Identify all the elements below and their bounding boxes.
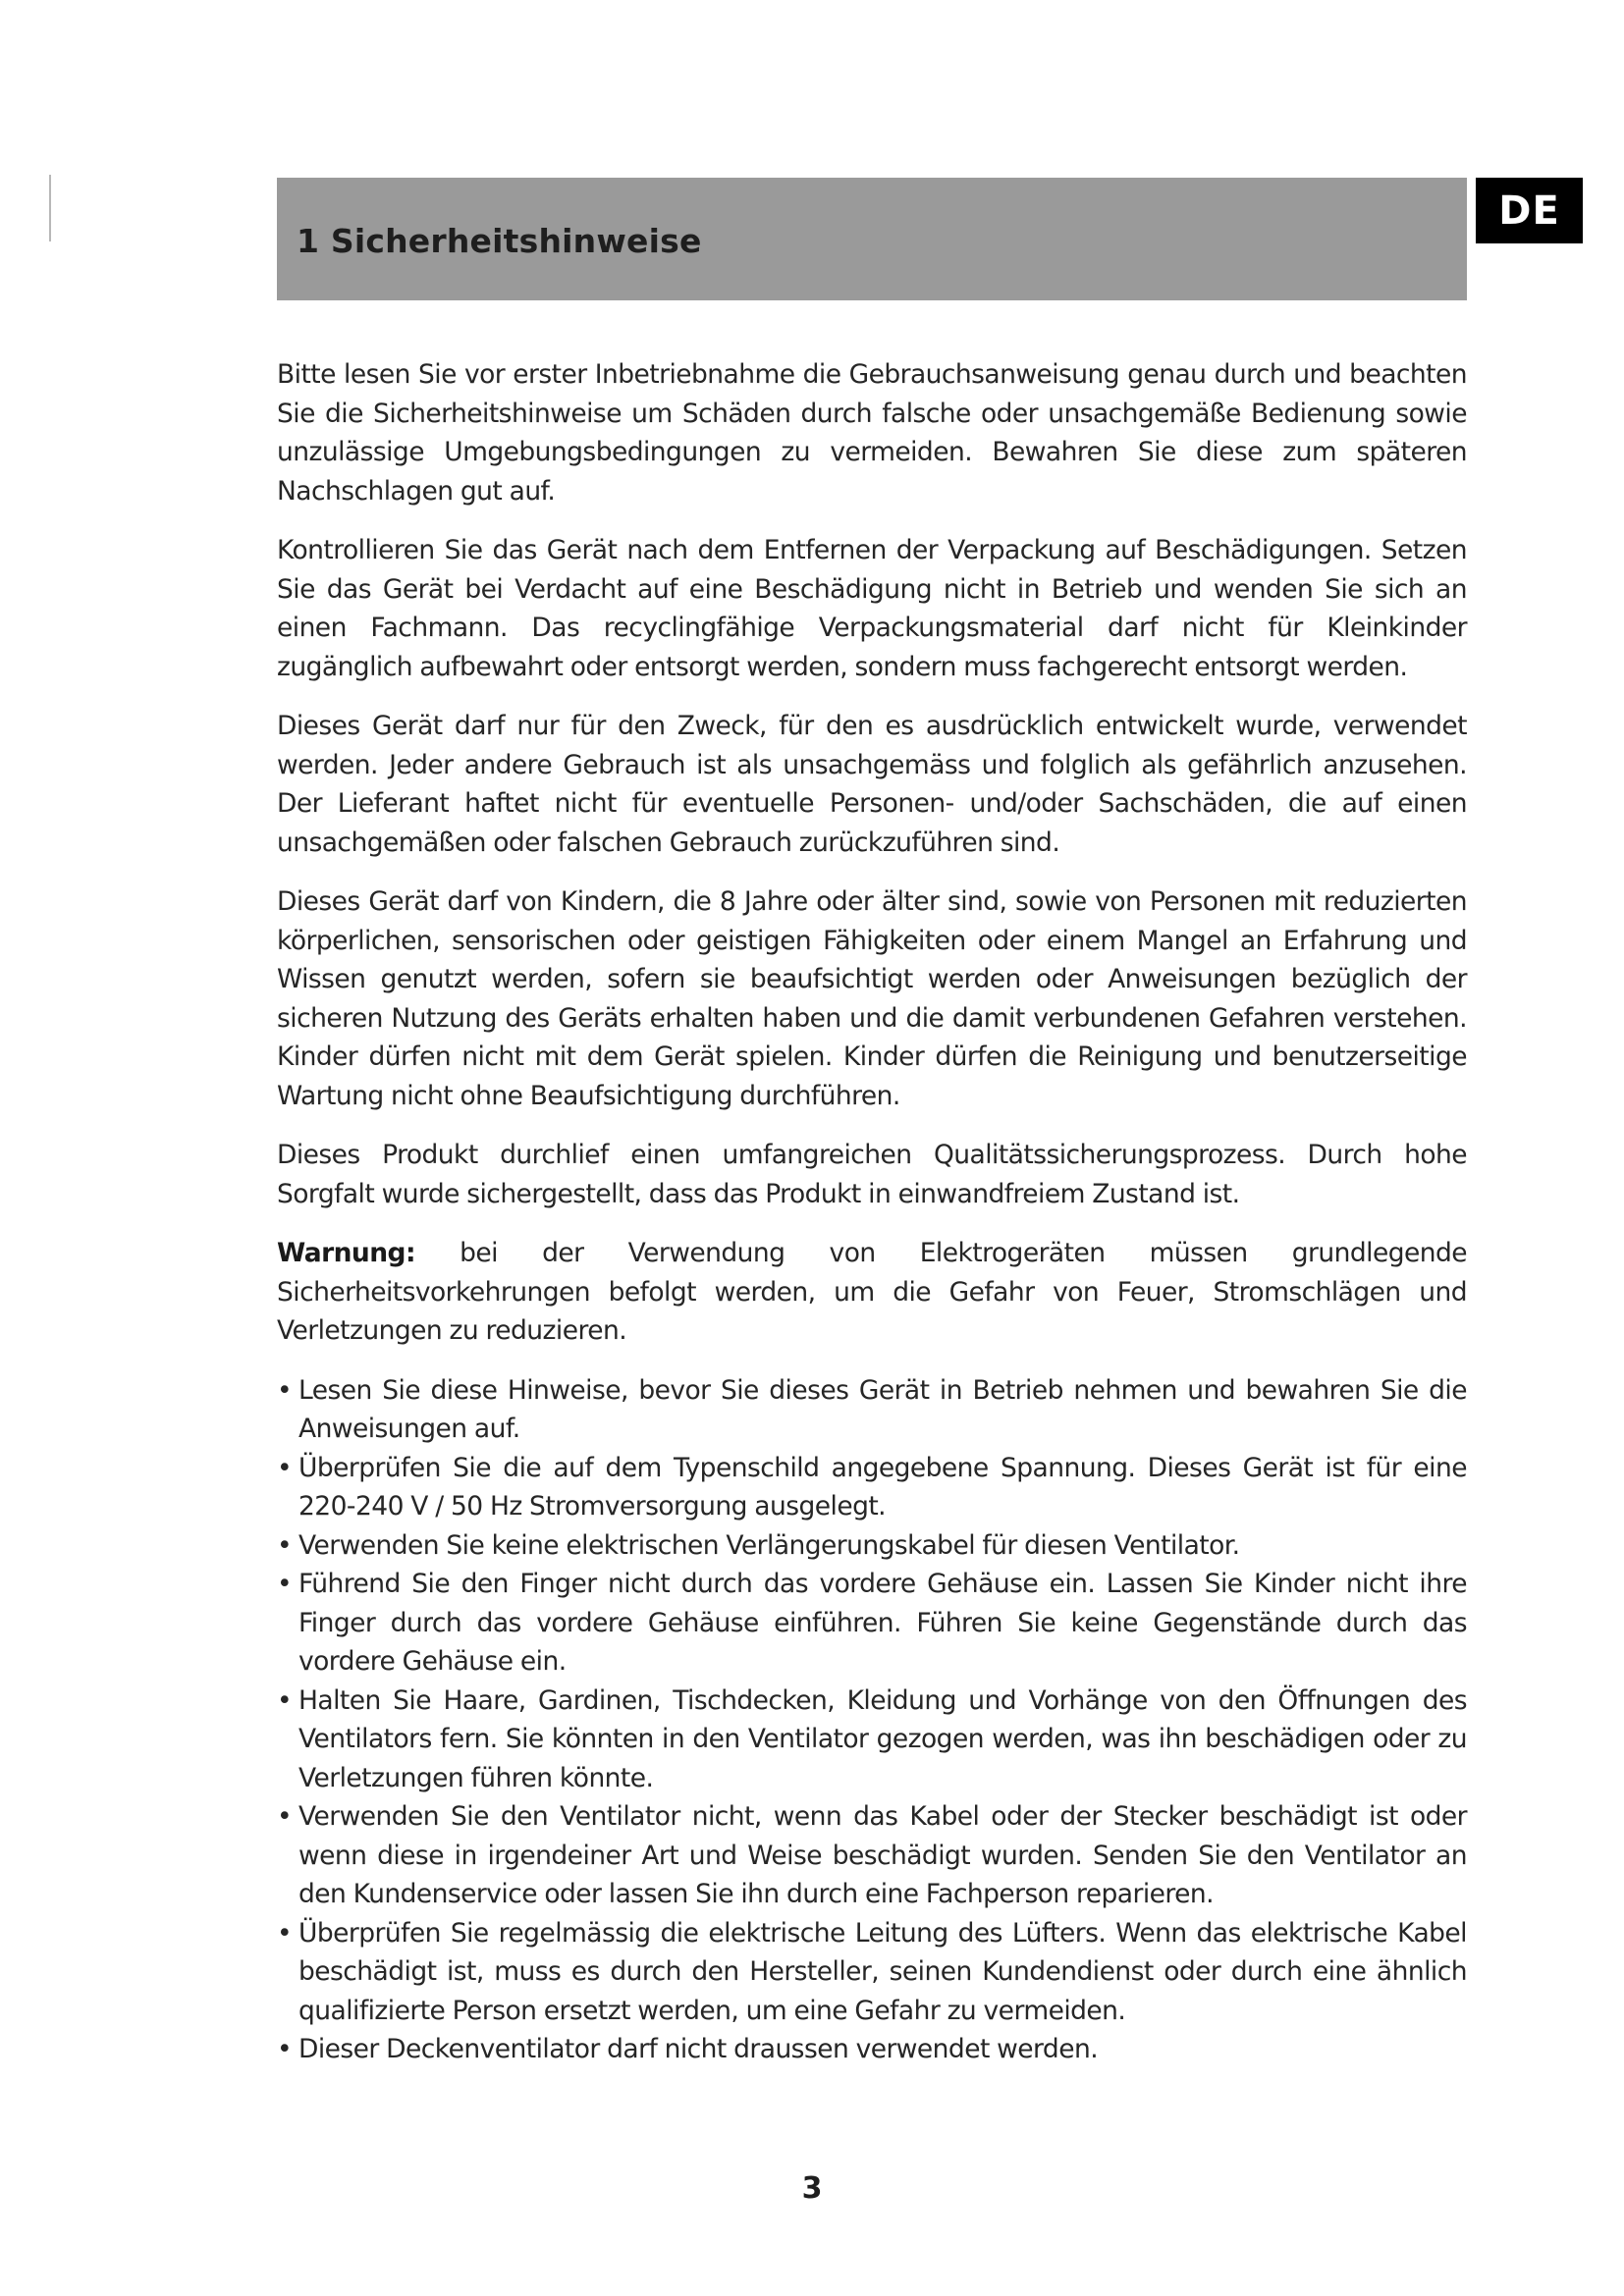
main-content <box>277 355 1467 2069</box>
bullet-icon: • <box>277 1374 293 1406</box>
list-item <box>277 1449 1467 1526</box>
list-item-text: Dieser Deckenventilator darf nicht draussen verwendet werden. <box>298 2034 1099 2064</box>
list-item <box>277 1914 1467 2031</box>
list-item-text: Überprüfen Sie regelmässig die elektrische Leitung des Lüfters. Wenn das elektrische Kabel beschädigt ist, muss es durch den Hersteller, seinen Kundendienst oder durch eine ähnlich qualifizierte Person ersetzt werden, um eine Gefahr zu vermeiden. <box>298 1917 1467 2026</box>
crop-mark <box>49 175 51 241</box>
bullet-icon: • <box>277 1452 293 1483</box>
page-number: 3 <box>801 2171 823 2206</box>
bullet-icon: • <box>277 1917 293 1949</box>
language-badge: DE <box>1476 178 1583 243</box>
paragraph-quality: Dieses Produkt durchlief einen umfangreichen Qualitätssicherungsprozess. Durch hohe Sorgfalt wurde sichergestellt, dass das Produkt in einwandfreiem Zustand ist. <box>277 1140 1467 1209</box>
section-header-bar <box>277 178 1467 300</box>
bullet-icon: • <box>277 1569 293 1599</box>
list-item-text: Führend Sie den Finger nicht durch das vordere Gehäuse ein. Lassen Sie Kinder nicht ihre Finger durch das vordere Gehäuse einführen. Führen Sie keine Gegenstände durch das vordere Gehäuse ein. <box>298 1569 1467 1677</box>
warning-text: bei der Verwendung von Elektrogeräten müssen grundlegende Sicherheitsvorkehrungen befolgt werden, um die Gefahr von Feuer, Stromschlägen und Verletzungen zu reduzieren. <box>277 1238 1467 1346</box>
paragraph-inspection: Kontrollieren Sie das Gerät nach dem Entfernen der Verpackung auf Beschädigungen. Setzen Sie das Gerät bei Verdacht auf eine Beschädigung nicht in Betrieb und wenden Sie sich an einen Fachmann. Das recyclingfähige Verpackungsmaterial darf nicht für Kleinkinder zugänglich aufbewahrt oder entsorgt werden, sondern muss fachgerecht entsorgt werden. <box>277 535 1467 682</box>
list-item-text: Verwenden Sie keine elektrischen Verlängerungskabel für diesen Ventilator. <box>298 1529 1240 1561</box>
bullet-icon: • <box>277 1801 293 1832</box>
list-item <box>277 2030 1467 2069</box>
list-item-text: Halten Sie Haare, Gardinen, Tischdecken, Kleidung und Vorhänge von den Öffnungen des Ventilators fern. Sie könnten in den Ventilator gezogen werden, was ihn beschädigen oder zu Verletzungen führen könnte. <box>298 1684 1467 1793</box>
safety-bullet-list <box>277 1371 1467 2069</box>
list-item-text: Lesen Sie diese Hinweise, bevor Sie dieses Gerät in Betrieb nehmen und bewahren Sie die Anweisungen auf. <box>298 1374 1467 1444</box>
section-title: 1 Sicherheitshinweise <box>297 222 702 260</box>
bullet-icon: • <box>277 2034 293 2064</box>
list-item-text: Überprüfen Sie die auf dem Typenschild angegebene Spannung. Dieses Gerät ist für eine 220-240 V / 50 Hz Stromversorgung ausgelegt. <box>298 1452 1467 1522</box>
list-item <box>277 1797 1467 1914</box>
list-item <box>277 1526 1467 1566</box>
list-item-text: Verwenden Sie den Ventilator nicht, wenn das Kabel oder der Stecker beschädigt ist oder wenn diese in irgendeiner Art und Weise beschädigt wurden. Senden Sie den Ventilator an den Kundenservice oder lassen Sie ihn durch eine Fachperson reparieren. <box>298 1801 1467 1909</box>
warning-label: Warnung: <box>277 1238 416 1268</box>
paragraph-intro: Bitte lesen Sie vor erster Inbetriebnahme die Gebrauchsanweisung genau durch und beachten Sie die Sicherheitshinweise um Schäden durch falsche oder unsachgemäße Bedienung sowie unzulässige Umgebungsbedingungen zu vermeiden. Bewahren Sie diese zum späteren Nachschlagen gut auf. <box>277 359 1467 507</box>
bullet-icon: • <box>277 1684 293 1716</box>
paragraph-children: Dieses Gerät darf von Kindern, die 8 Jahre oder älter sind, sowie von Personen mit reduzierten körperlichen, sensorischen oder geistigen Fähigkeiten oder einem Mangel an Erfahrung und Wissen genutzt werden, sofern sie beaufsichtigt werden oder Anweisungen bezüglich der sicheren Nutzung des Geräts erhalten haben und die damit verbundenen Gefahren verstehen. Kinder dürfen nicht mit dem Gerät spielen. Kinder dürfen die Reinigung und benutzerseitige Wartung nicht ohne Beaufsichtigung durchführen. <box>277 886 1467 1111</box>
list-item <box>277 1682 1467 1798</box>
warning-paragraph <box>277 1234 1467 1351</box>
list-item <box>277 1565 1467 1682</box>
paragraph-intended-use: Dieses Gerät darf nur für den Zweck, für den es ausdrücklich entwickelt wurde, verwendet werden. Jeder andere Gebrauch ist als unsachgemäss und folglich als gefährlich anzusehen. Der Lieferant haftet nicht für eventuelle Personen- und/oder Sachschäden, die auf einen unsachgemäßen oder falschen Gebrauch zurückzuführen sind. <box>277 711 1467 858</box>
list-item <box>277 1371 1467 1449</box>
bullet-icon: • <box>277 1529 293 1561</box>
